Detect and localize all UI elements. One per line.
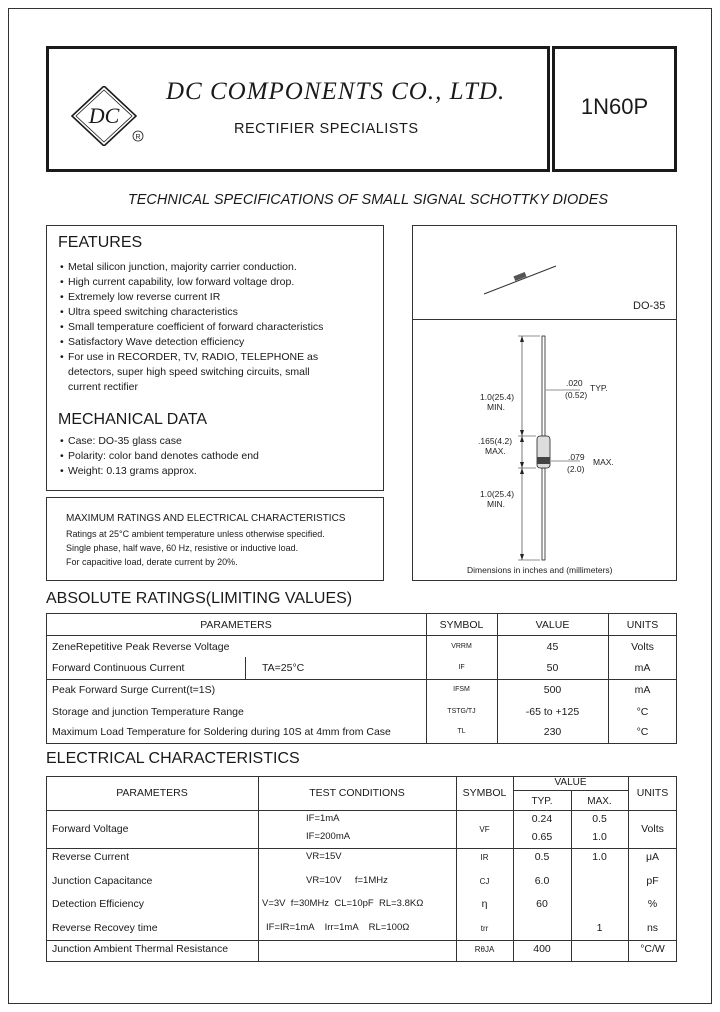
dim-lead-length-top: 1.0(25.4) (480, 392, 515, 402)
elec-row-param: Junction Capacitance (52, 875, 153, 887)
ratings-note-title: MAXIMUM RATINGS AND ELECTRICAL CHARACTERISTICS (66, 513, 346, 524)
mechanical-item: • Case: DO-35 glass case (60, 435, 182, 447)
abs-row-value: 500 (543, 684, 562, 696)
package-divider (412, 319, 677, 320)
abs-row-value: 45 (546, 641, 559, 653)
dim-body-max: MAX. (485, 446, 506, 456)
abs-row-condition: TA=25°C (262, 662, 305, 674)
elec-header-max: MAX. (587, 796, 612, 807)
electrical-title: ELECTRICAL CHARACTERISTICS (46, 750, 300, 767)
dim-lead-length-bottom: 1.0(25.4) (480, 489, 515, 499)
elec-row-unit: °C/W (640, 943, 665, 955)
ratings-note-line: For capacitive load, derate current by 20%. (66, 557, 238, 567)
document-title: TECHNICAL SPECIFICATIONS OF SMALL SIGNAL SCHOTTKY DIODES (127, 192, 609, 208)
elec-row-param: Forward Voltage (52, 823, 129, 835)
elec-header-units: UNITS (636, 787, 669, 799)
elec-header-conditions: TEST CONDITIONS (309, 787, 405, 799)
elec-header-typ: TYP. (531, 796, 553, 807)
abs-row-param: Peak Forward Surge Current(t=1S) (52, 684, 216, 696)
elec-row-symbol: IR (480, 853, 489, 862)
abs-row-unit: °C (636, 706, 649, 718)
feature-item: • Ultra speed switching characteristics (60, 306, 238, 318)
elec-header-value: VALUE (554, 777, 587, 788)
dim-body-dia: .079 (568, 452, 585, 462)
abs-row-symbol: IFSM (453, 686, 470, 693)
diode-dimension-drawing (500, 330, 620, 570)
elec-row-condition: VR=10V f=1MHz (306, 875, 388, 886)
dimension-caption: Dimensions in inches and (millimeters) (467, 565, 613, 575)
mechanical-item: • Polarity: color band denotes cathode end (60, 450, 259, 462)
elec-row-symbol: RθJA (474, 945, 495, 954)
elec-row-symbol: trr (480, 924, 489, 933)
abs-row-value: 230 (543, 726, 562, 738)
feature-item: • Extremely low reverse current IR (60, 291, 221, 303)
elec-row-param: Junction Ambient Thermal Resistance (52, 943, 229, 955)
feature-item-continued: current rectifier (68, 381, 139, 393)
elec-row-param: Reverse Current (52, 851, 130, 863)
feature-item: • For use in RECORDER, TV, RADIO, TELEPHONE as (60, 351, 319, 363)
elec-row-condition: V=3V f=30MHz CL=10pF RL=3.8KΩ (262, 898, 424, 909)
abs-row-param: Maximum Load Temperature for Soldering during 10S at 4mm from Case (52, 726, 391, 738)
features-heading: FEATURES (58, 234, 143, 251)
feature-item-continued: detectors, super high speed switching circuits, small (68, 366, 310, 378)
dim-wire-mm: (0.52) (565, 390, 588, 400)
elec-row-max: 1.0 (592, 851, 607, 863)
elec-row-condition: IF=1mA (306, 813, 340, 824)
ratings-note-box (46, 497, 384, 581)
abs-row-value: -65 to +125 (525, 706, 580, 718)
dim-body-dia-max: MAX. (593, 457, 614, 467)
elec-row-condition: IF=200mA (306, 831, 351, 842)
ratings-note-line: Single phase, half wave, 60 Hz, resistive or inductive load. (66, 543, 299, 553)
elec-row-unit: % (647, 898, 658, 910)
elec-row-typ: 60 (536, 898, 548, 910)
abs-header-value: VALUE (535, 619, 570, 631)
elec-row-typ: 6.0 (534, 875, 550, 887)
dim-wire-dia: .020 (566, 378, 583, 388)
abs-header-parameters: PARAMETERS (200, 619, 272, 631)
elec-row-unit: Volts (641, 823, 664, 835)
dim-body-dia-mm: (2.0) (567, 464, 585, 474)
dim-body-length: .165(4.2) (478, 436, 513, 446)
feature-item: • High current capability, low forward voltage drop. (60, 276, 295, 288)
absolute-ratings-title: ABSOLUTE RATINGS(LIMITING VALUES) (46, 590, 353, 607)
logo-text: DC (88, 103, 120, 128)
elec-row-param: Reverse Recovey time (52, 922, 158, 934)
elec-row-condition: IF=IR=1mA Irr=1mA RL=100Ω (266, 922, 410, 933)
abs-row-unit: mA (634, 684, 651, 696)
feature-item: • Metal silicon junction, majority carrier conduction. (60, 261, 297, 273)
dim-lead-min-top: MIN. (487, 402, 505, 412)
elec-row-typ: 0.5 (534, 851, 550, 863)
feature-item: • Small temperature coefficient of forward characteristics (60, 321, 324, 333)
package-name: DO-35 (633, 300, 666, 312)
elec-row-symbol: η (481, 898, 488, 910)
abs-row-symbol: TL (457, 728, 466, 735)
dim-wire-typ: TYP. (590, 383, 608, 393)
abs-row-unit: °C (636, 726, 649, 738)
elec-row-typ: 0.65 (531, 831, 553, 843)
abs-row-symbol: VRRM (451, 643, 472, 650)
elec-row-max: 0.5 (592, 813, 607, 825)
abs-row-value: 50 (546, 662, 559, 674)
elec-row-unit: pF (646, 875, 659, 887)
abs-header-units: UNITS (626, 619, 659, 631)
svg-text:R: R (135, 134, 141, 141)
elec-row-typ: 400 (533, 943, 551, 955)
dim-lead-min-bottom: MIN. (487, 499, 505, 509)
company-tagline: RECTIFIER SPECIALISTS (234, 121, 419, 137)
abs-row-unit: Volts (631, 641, 654, 653)
elec-row-param: Detection Efficiency (52, 898, 145, 910)
elec-row-max: 1.0 (592, 831, 607, 843)
elec-header-symbol: SYMBOL (462, 787, 507, 799)
ratings-note-line: Ratings at 25°C ambient temperature unless otherwise specified. (66, 529, 325, 539)
abs-row-symbol: IF (458, 664, 465, 671)
mechanical-item: • Weight: 0.13 grams approx. (60, 465, 197, 477)
abs-row-param: Storage and junction Temperature Range (52, 706, 244, 718)
elec-row-unit: μA (645, 851, 660, 863)
abs-row-symbol: TSTG/TJ (447, 708, 476, 715)
elec-row-max: 1 (596, 922, 603, 934)
abs-row-param: ZeneRepetitive Peak Reverse Voltage (52, 641, 230, 653)
abs-row-unit: mA (634, 662, 651, 674)
elec-row-unit: ns (646, 922, 659, 934)
feature-item: • Satisfactory Wave detection efficiency (60, 336, 245, 348)
company-logo (64, 86, 154, 146)
abs-row-param: Forward Continuous Current (52, 662, 185, 674)
elec-row-condition: VR=15V (306, 851, 342, 862)
elec-row-symbol: CJ (479, 877, 490, 886)
abs-header-symbol: SYMBOL (439, 619, 484, 631)
diode-small-illustration (480, 262, 560, 298)
elec-row-symbol: VF (479, 825, 490, 834)
elec-row-typ: 0.24 (531, 813, 553, 825)
mechanical-heading: MECHANICAL DATA (58, 411, 208, 428)
elec-header-parameters: PARAMETERS (116, 787, 188, 799)
company-name: DC COMPONENTS CO., LTD. (166, 78, 506, 105)
part-number: 1N60P (580, 94, 649, 119)
